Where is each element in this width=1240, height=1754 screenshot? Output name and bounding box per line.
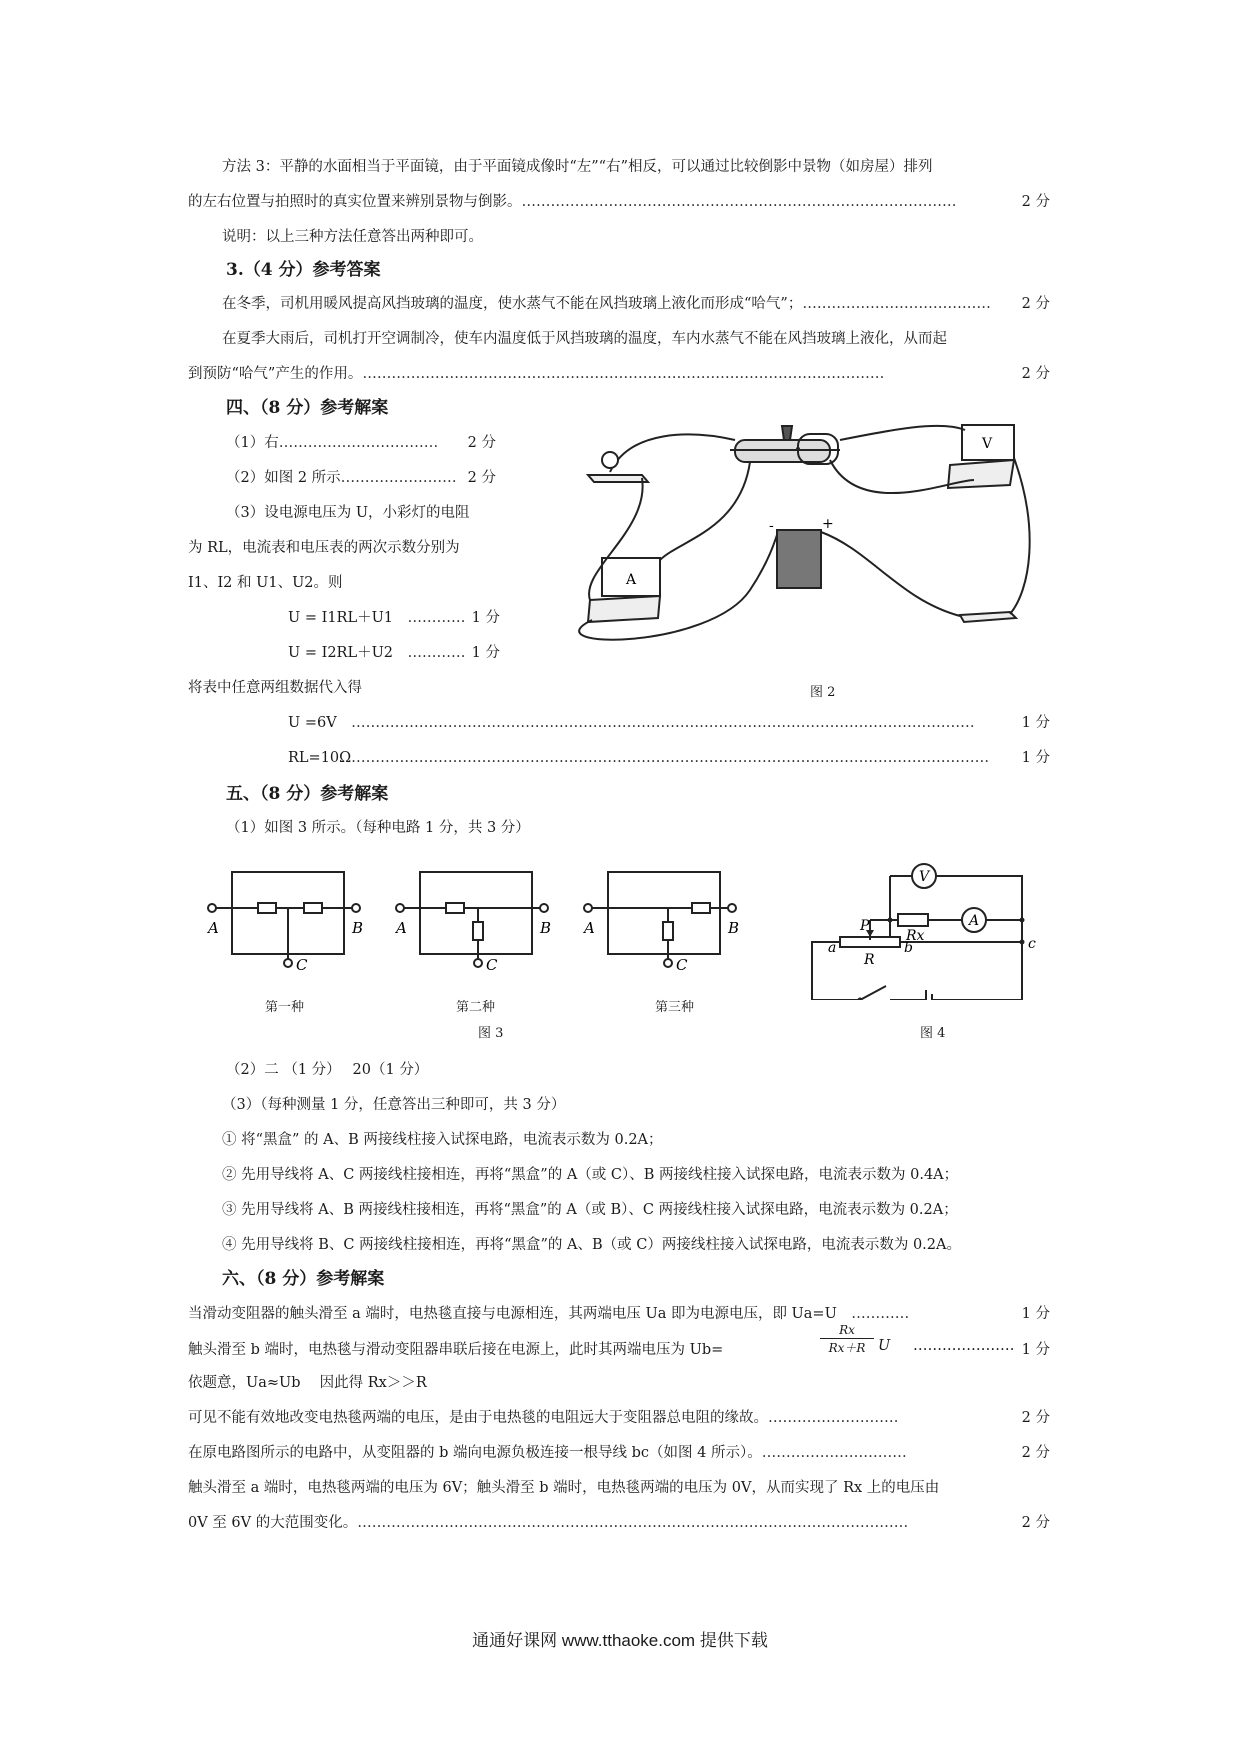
fig4-voltmeter-label: V — [919, 869, 930, 885]
figure-2-wiring — [570, 410, 1040, 670]
fig4-p-label: P — [860, 918, 870, 934]
fig3-caption: 图 3 — [478, 1026, 504, 1041]
q4-a1: （1）右…………………………… 2 分 — [226, 435, 496, 451]
fig3-terminal-c2: C — [486, 956, 498, 974]
q4-eq2: U = I2RL＋U2 ………… 1 分 — [288, 645, 500, 661]
figure-2-caption: 图 2 — [810, 685, 836, 700]
q3-line3: 到预防“哈气”产生的作用。……………………………………………………………………………………………… 2 分 — [188, 366, 1050, 382]
method3-line2: 的左右位置与拍照时的真实位置来辨别景物与倒影。……………………………………………………………………………… 2 分 — [188, 194, 1050, 210]
q6-l3: 依题意，Ua≈Ub 因此得 Rx＞＞R — [188, 1375, 427, 1391]
q5-a2: （2）二 （1 分） 20（1 分） — [226, 1062, 429, 1078]
fig3-terminal-c1: C — [296, 956, 308, 974]
fig3-terminal-a2: A — [396, 919, 407, 937]
fig4-b-label: b — [904, 940, 913, 956]
q5-m1: ① 将“黑盒” 的 A、B 两接线柱接入试探电路，电流表示数为 0.2A； — [222, 1132, 663, 1148]
fig3-label-3: 第三种 — [655, 1000, 695, 1015]
figure-3-black-boxes — [200, 860, 760, 1000]
q5-a3: （3）（每种测量 1 分，任意答出三种即可，共 3 分） — [222, 1097, 566, 1113]
voltmeter-label: V — [982, 436, 993, 452]
fig4-r-label: R — [864, 952, 875, 968]
q3-line1: 在冬季，司机用暖风提高风挡玻璃的温度，使水蒸气不能在风挡玻璃上液化而形成“哈气”；………………………………… 2 分 — [222, 296, 1050, 312]
q4-a2: （2）如图 2 所示…………………… 2 分 — [226, 470, 496, 486]
fig4-a-label: a — [828, 940, 837, 956]
q6-l6: 触头滑至 a 端时，电热毯两端的电压为 6V；触头滑至 b 端时，电热毯两端的电压为 0V，从而实现了 Rx 上的电压由 — [188, 1480, 940, 1496]
fig3-terminal-c3: C — [676, 956, 688, 974]
fig3-label-1: 第一种 — [265, 1000, 305, 1015]
fig3-terminal-b2: B — [540, 919, 552, 937]
q6-l1: 当滑动变阻器的触头滑至 a 端时，电热毯直接与电源相连，其两端电压 Ua 即为电源电压，即 Ua=U ………… 1 分 — [188, 1306, 1050, 1322]
fig4-c-label: c — [1028, 936, 1036, 952]
fig4-caption: 图 4 — [920, 1026, 946, 1041]
q4-a3-line3: I1、I2 和 U1、U2。则 — [188, 575, 343, 591]
q4-a3-line2: 为 RL，电流表和电压表的两次示数分别为 — [188, 540, 460, 556]
fig3-label-2: 第二种 — [456, 1000, 496, 1015]
q5-heading: 五、（8 分）参考解案 — [226, 784, 389, 804]
fig3-terminal-b1: B — [352, 919, 364, 937]
fig3-terminal-a1: A — [208, 919, 219, 937]
fig3-terminal-a3: A — [584, 919, 595, 937]
method3-note: 说明：以上三种方法任意答出两种即可。 — [222, 229, 483, 245]
q6-heading: 六、（8 分）参考解案 — [222, 1269, 385, 1289]
q4-heading: 四、（8 分）参考解案 — [226, 398, 389, 418]
fig4-rx-label: Rx — [906, 928, 925, 944]
fig4-ammeter-label: A — [969, 913, 980, 929]
q5-m4: ④ 先用导线将 B、C 两接线柱接相连，再将“黑盒”的 A、B（或 C）两接线柱接入试探电路，电流表示数为 0.2A。 — [222, 1237, 961, 1253]
ammeter-label: A — [626, 572, 637, 588]
q6-fraction: Rx Rx＋R — [820, 1322, 874, 1357]
q6-l2: 触头滑至 b 端时，电热毯与滑动变阻器串联后接在电源上，此时其两端电压为 Ub= Rx Rx＋R U ………………… 1 分 — [188, 1323, 1050, 1358]
q4-res1: U =6V ………………………………………………………………………………………………………………… 1 分 — [288, 715, 1050, 731]
q3-heading: 3.（4 分）参考答案 — [226, 260, 381, 280]
q4-substitute: 将表中任意两组数据代入得 — [188, 680, 362, 696]
method3-line1: 方法 3：平静的水面相当于平面镜，由于平面镜成像时“左”“右”相反，可以通过比较倒影中景物（如房屋）排列 — [222, 159, 933, 175]
q5-a1: （1）如图 3 所示。（每种电路 1 分，共 3 分） — [226, 820, 530, 836]
figure-4-circuit — [800, 860, 1040, 1000]
q6-l5: 在原电路图所示的电路中，从变阻器的 b 端向电源负极连接一根导线 bc（如图 4 所示）。………………………… 2 分 — [188, 1445, 1050, 1461]
q4-eq1: U = I1RL＋U1 ………… 1 分 — [288, 610, 500, 626]
battery-minus-label: - — [769, 518, 774, 534]
page-footer: 通通好课网 www.tthaoke.com 提供下载 — [472, 1631, 768, 1650]
q6-l7: 0V 至 6V 的大范围变化。…………………………………………………………………………………………………… 2 分 — [188, 1515, 1050, 1531]
q4-res2: RL=10Ω…………………………………………………………………………………………………………………… 1 分 — [288, 750, 1050, 766]
q6-l4: 可见不能有效地改变电热毯两端的电压，是由于电热毯的电阻远大于变阻器总电阻的缘故。……………………… 2 分 — [188, 1410, 1050, 1426]
q4-a3-line1: （3）设电源电压为 U，小彩灯的电阻 — [226, 505, 470, 521]
q5-m3: ③ 先用导线将 A、B 两接线柱接相连，再将“黑盒”的 A（或 B）、C 两接线柱接入试探电路，电流表示数为 0.2A； — [222, 1202, 958, 1218]
battery-plus-label: + — [822, 516, 834, 532]
q5-m2: ② 先用导线将 A、C 两接线柱接相连，再将“黑盒”的 A（或 C）、B 两接线柱接入试探电路，电流表示数为 0.4A； — [222, 1167, 959, 1183]
fig3-terminal-b3: B — [728, 919, 740, 937]
q3-line2: 在夏季大雨后，司机打开空调制冷，使车内温度低于风挡玻璃的温度，车内水蒸气不能在风挡玻璃上液化，从而起 — [222, 331, 947, 347]
